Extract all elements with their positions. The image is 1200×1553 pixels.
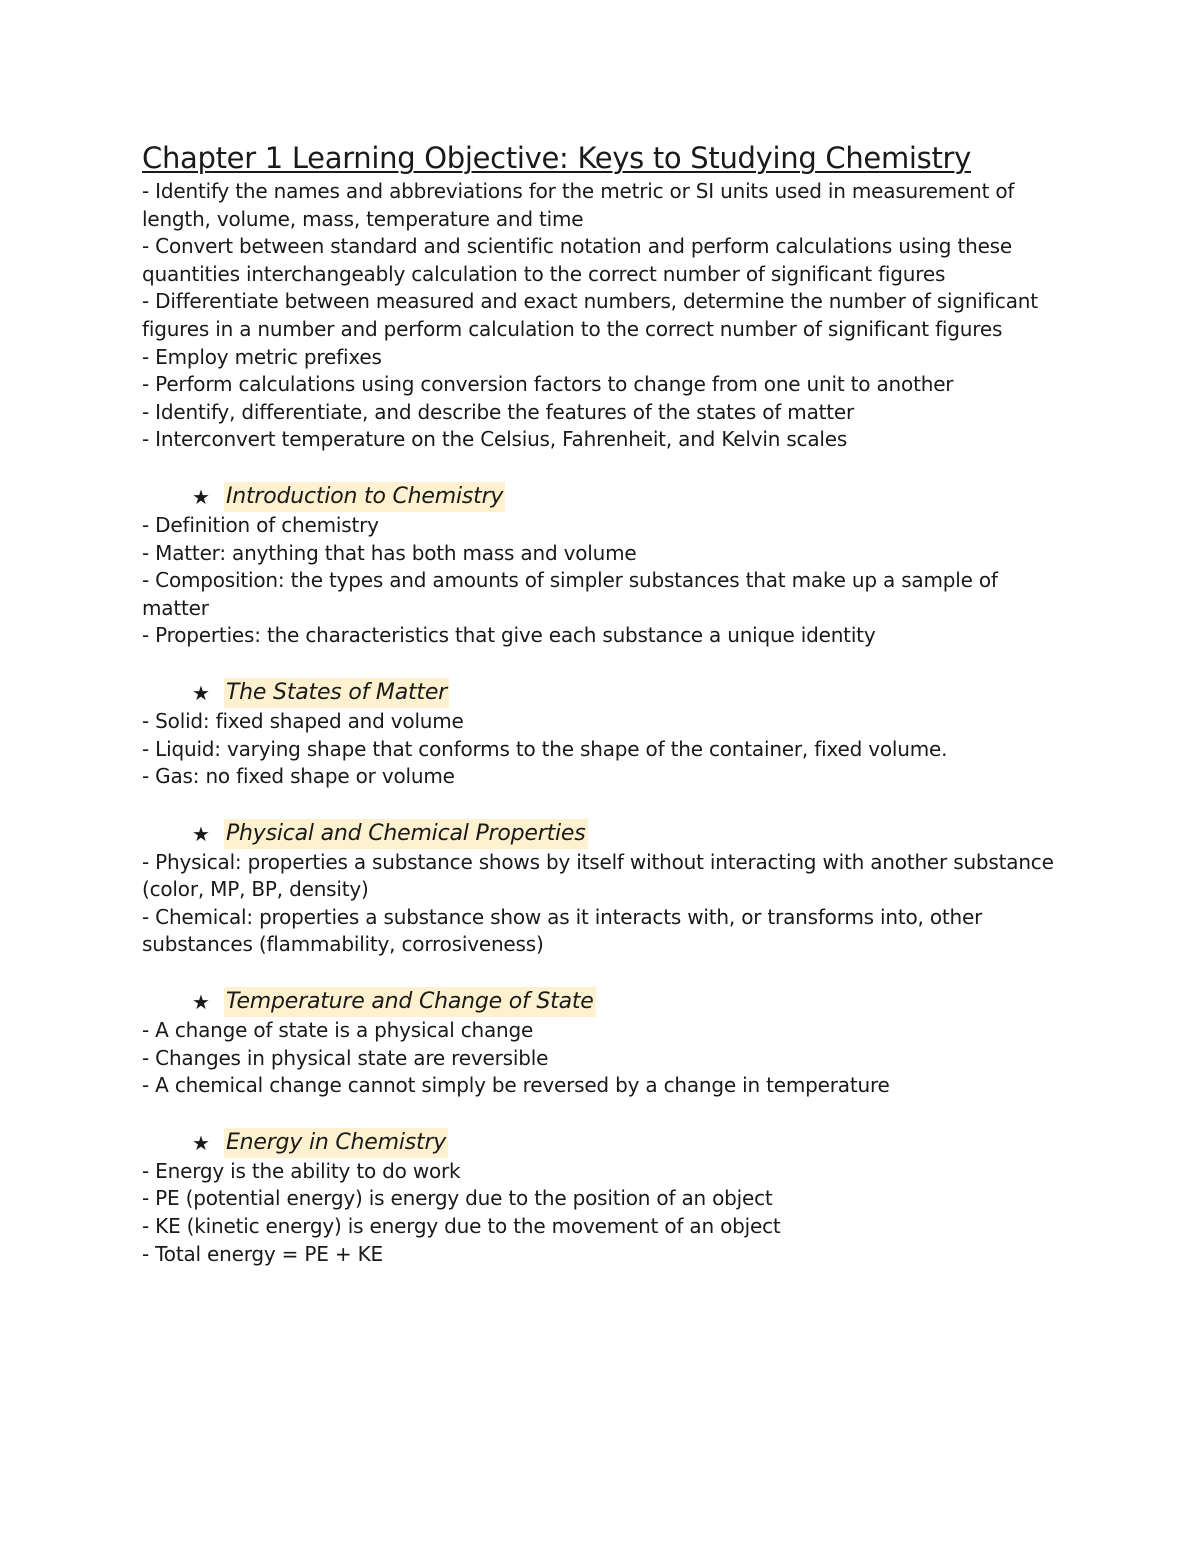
- star-icon: ★: [192, 821, 210, 846]
- section-heading-text: The States of Matter: [224, 678, 449, 708]
- section-heading: [192, 987, 1062, 1017]
- objective-item: - Perform calculations using conversion factors to change from one unit to another: [142, 372, 954, 397]
- list-item: - Chemical: properties a substance show as it interacts with, or transforms into, other substances (flammability, corrosiveness): [142, 904, 983, 957]
- star-icon: ★: [192, 680, 210, 705]
- list-item: - Physical: properties a substance shows by itself without interacting with another substance (color, MP, BP, density): [142, 849, 1054, 902]
- list-item: - Total energy = PE + KE: [142, 1241, 383, 1266]
- section-heading: [192, 819, 1062, 849]
- section-introduction: [142, 482, 1062, 650]
- section-states-of-matter: [142, 678, 1062, 791]
- list-item: - KE (kinetic energy) is energy due to the movement of an object: [142, 1214, 781, 1239]
- objective-item: - Employ metric prefixes: [142, 344, 382, 369]
- star-icon: ★: [192, 990, 210, 1015]
- objective-item: - Identify the names and abbreviations for the metric or SI units used in measurement of length, volume, mass, temperature and time: [142, 179, 1015, 231]
- list-item: - A change of state is a physical change: [142, 1018, 534, 1043]
- section-properties: [142, 819, 1062, 959]
- list-item: - Composition: the types and amounts of simpler substances that make up a sample of matter: [142, 568, 998, 620]
- document-page: [142, 138, 1062, 1268]
- list-item: - Solid: fixed shaped and volume: [142, 708, 464, 733]
- objective-item: - Interconvert temperature on the Celsius, Fahrenheit, and Kelvin scales: [142, 427, 848, 452]
- objectives-list: [142, 178, 1062, 454]
- objective-item: - Convert between standard and scientific notation and perform calculations using these quantities interchangeably calculation to the correct number of significant figures: [142, 234, 1012, 286]
- section-heading-text: Energy in Chemistry: [224, 1128, 448, 1158]
- list-item: - PE (potential energy) is energy due to the position of an object: [142, 1186, 773, 1211]
- objective-item: - Identify, differentiate, and describe the features of the states of matter: [142, 399, 855, 424]
- list-item: - A chemical change cannot simply be reversed by a change in temperature: [142, 1073, 890, 1098]
- list-item: - Changes in physical state are reversible: [142, 1045, 549, 1070]
- section-heading: [192, 1128, 1062, 1158]
- section-heading: [192, 482, 1062, 512]
- section-heading: [192, 678, 1062, 708]
- page-title: Chapter 1 Learning Objective: Keys to Studying Chemistry: [142, 141, 972, 175]
- star-icon: ★: [192, 484, 210, 509]
- list-item: - Definition of chemistry: [142, 512, 379, 537]
- list-item: - Matter: anything that has both mass and volume: [142, 540, 637, 565]
- section-heading-text: Introduction to Chemistry: [224, 482, 505, 512]
- section-energy: [142, 1128, 1062, 1268]
- section-heading-text: Physical and Chemical Properties: [224, 819, 588, 849]
- list-item: - Gas: no fixed shape or volume: [142, 764, 455, 789]
- section-heading-text: Temperature and Change of State: [224, 987, 596, 1017]
- list-item: - Liquid: varying shape that conforms to the shape of the container, fixed volume.: [142, 736, 948, 761]
- star-icon: ★: [192, 1130, 210, 1155]
- list-item: - Properties: the characteristics that give each substance a unique identity: [142, 623, 876, 648]
- section-temperature: [142, 987, 1062, 1100]
- objective-item: - Differentiate between measured and exact numbers, determine the number of significant figures in a number and perform calculation to the correct number of significant figures: [142, 289, 1038, 341]
- list-item: - Energy is the ability to do work: [142, 1158, 461, 1183]
